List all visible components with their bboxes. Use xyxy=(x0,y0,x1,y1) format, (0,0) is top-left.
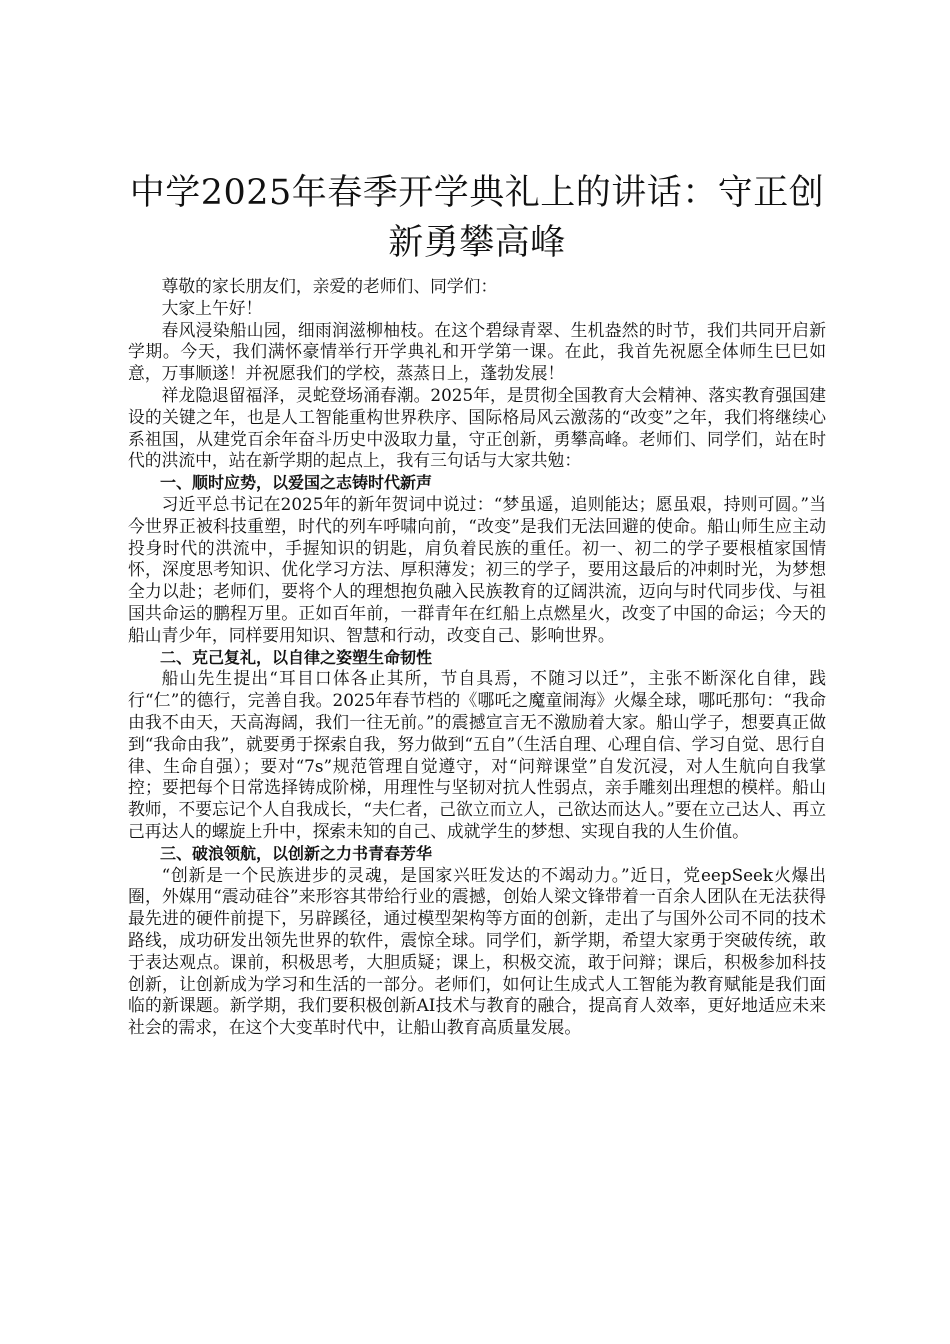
body-paragraph: 习近平总书记在2025年的新年贺词中说过：“梦虽遥，追则能达；愿虽艰，持则可圆。”当今世界正被科技重塑，时代的列车呼啸向前，“改变”是我们无法回避的使命。船山师生应主动投身时代的洪流中，手握知识的钥匙，肩负着民族的重任。初一、初二的学子要根植家国情怀，深度思考知识、优化学习方法、厚积薄发；初三的学子，要用这最后的冲刺时光，为梦想全力以赴；老师们，要将个人的理想抱负融入民族教育的辽阔洪流，迈向与时代同步伐、与祖国共命运的鹏程万里。正如百年前，一群青年在红船上点燃星火，改变了中国的命运；今天的船山青少年，同样要用知识、智慧和行动，改变自己、影响世界。 xyxy=(128,493,826,645)
document-body xyxy=(128,276,826,1039)
body-paragraph: “创新是一个民族进步的灵魂，是国家兴旺发达的不竭动力。”近日，党eepSeek火爆出圈，外媒用“震动硅谷”来形容其带给行业的震撼，创始人梁文锋带着一百余人团队在无法获得最先进的硬件前提下，另辟蹊径，通过模型架构等方面的创新，走出了与国外公司不同的技术路线，成功研发出领先世界的软件，震惊全球。同学们，新学期，希望大家勇于突破传统，敢于表达观点。课前，积极思考，大胆质疑；课上，积极交流，敢于问辩；课后，积极参加科技创新，让创新成为学习和生活的一部分。老师们，如何让生成式人工智能为教育赋能是我们面临的新课题。新学期，我们要积极创新AI技术与教育的融合，提高育人效率，更好地适应未来社会的需求，在这个大变革时代中，让船山教育高质量发展。 xyxy=(128,864,826,1038)
body-paragraph: 春风浸染船山园，细雨润滋柳柚枝。在这个碧绿青翠、生机盎然的时节，我们共同开启新学期。今天，我们满怀豪情举行开学典礼和开学第一课。在此，我首先祝愿全体师生巳巳如意，万事顺遂！并祝愿我们的学校，蒸蒸日上，蓬勃发展！ xyxy=(128,319,826,384)
body-paragraph: 尊敬的家长朋友们，亲爱的老师们、同学们： xyxy=(161,276,498,296)
section-heading: 一、顺时应势，以爱国之志铸时代新声 xyxy=(160,473,433,493)
document-title: 中学2025年春季开学典礼上的讲话：守正创新勇攀高峰 xyxy=(129,173,825,263)
body-paragraph: 船山先生提出“耳目口体各止其所，节自具焉，不随习以迁”，主张不断深化自律，践行“仁”的德行，完善自我。2025年春节档的《哪吒之魔童闹海》火爆全球，哪吒那句：“我命由我不由天，天高海阔，我们一往无前。”的震撼宣言无不激励着大家。船山学子，想要真正做到“我命由我”，就要勇于探索自我，努力做到“五自”（生活自理、心理自信、学习自觉、思行自律、生命自强）；要对“7s”规范管理自觉遵守，对“问辩课堂”自发沉浸，对人生航向自我掌控；要把每个日常选择铸成阶梯，用理性与坚韧对抗人性弱点，亲手雕刻出理想的模样。船山教师，不要忘记个人自我成长，“夫仁者，己欲立而立人，己欲达而达人。”要在立己达人、再立己再达人的螺旋上升中，探索未知的自己、成就学生的梦想、实现自我的人生价值。 xyxy=(128,668,826,841)
body-paragraph: 祥龙隐退留福泽，灵蛇登场涌春潮。2025年，是贯彻全国教育大会精神、落实教育强国建设的关键之年，也是人工智能重构世界秩序、国际格局风云激荡的“改变”之年，我们将继续心系祖国，从建党百余年奋斗历史中汲取力量，守正创新，勇攀高峰。老师们、同学们，站在时代的洪流中，站在新学期的起点上，我有三句话与大家共勉： xyxy=(128,384,826,471)
document-page xyxy=(128,168,826,1039)
body-paragraph: 大家上午好！ xyxy=(161,297,263,318)
section-heading: 二、克己复礼，以自律之姿塑生命韧性 xyxy=(160,647,433,667)
section-heading: 三、破浪领航，以创新之力书青春芳华 xyxy=(160,843,433,863)
